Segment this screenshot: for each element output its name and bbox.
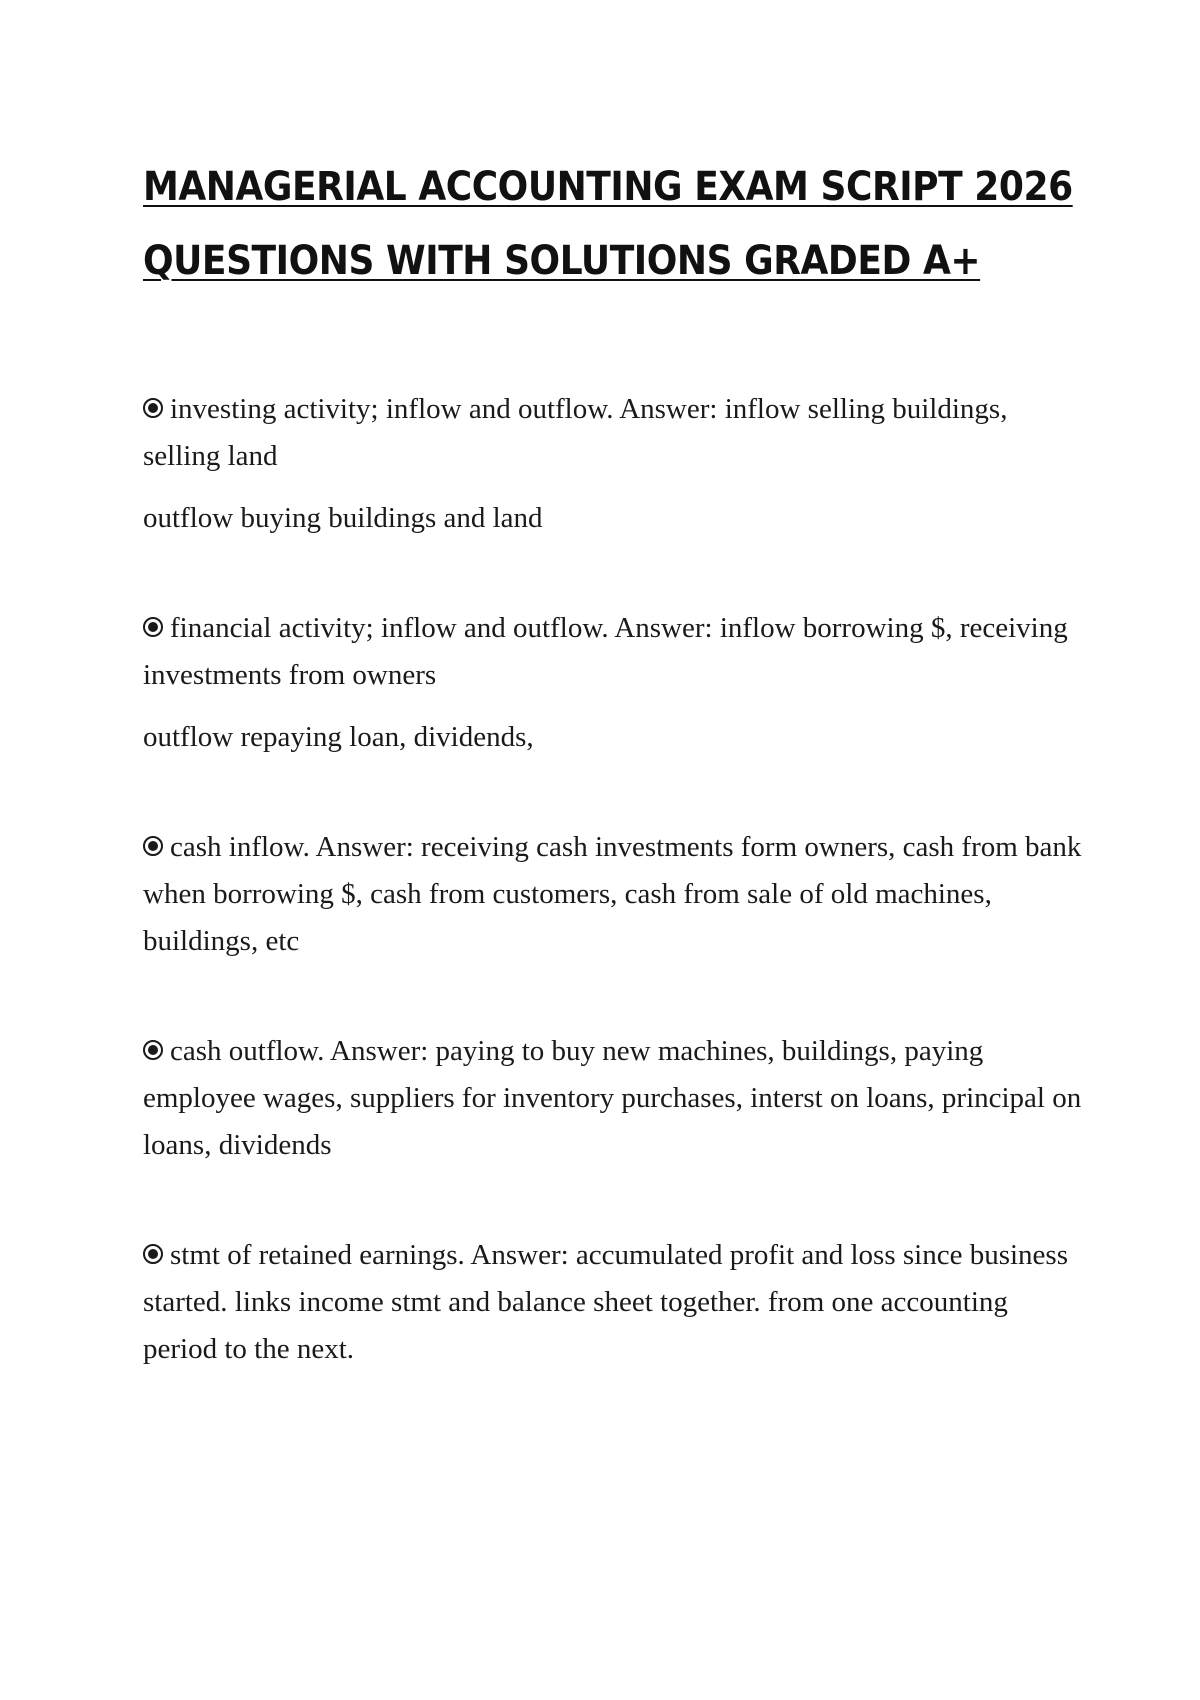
question-text: stmt of retained earnings. — [170, 1239, 465, 1271]
qa-item-investing-activity — [143, 386, 1083, 542]
answer-text: paying to buy new machines, buildings, paying employee wages, suppliers for inventory purchases, interst on loans, principal on loans, dividends — [143, 1035, 1082, 1161]
radio-bullet-icon — [143, 1040, 163, 1060]
answer-text: receiving cash investments form owners, cash from bank when borrowing $, cash from customers, cash from sale of old machines, buildings, etc — [143, 831, 1082, 957]
answer-label: Answer: — [315, 831, 414, 863]
qa-item-financial-activity — [143, 605, 1083, 761]
radio-bullet-icon — [143, 617, 163, 637]
qa-list — [143, 386, 1083, 1373]
answer-continuation: outflow buying buildings and land — [143, 502, 543, 534]
qa-item-cash-inflow — [143, 824, 1083, 965]
radio-bullet-icon — [143, 836, 163, 856]
answer-text: inflow selling buildings, selling land — [143, 393, 1008, 472]
answer-label: Answer: — [619, 393, 718, 425]
question-text: investing activity; inflow and outflow. — [170, 393, 614, 425]
document-title: MANAGERIAL ACCOUNTING EXAM SCRIPT 2026 QUESTIONS WITH SOLUTIONS GRADED A+ — [143, 164, 1073, 284]
question-text: cash inflow. — [170, 831, 310, 863]
document-page — [143, 150, 1083, 1373]
qa-item-cash-outflow — [143, 1028, 1083, 1169]
answer-label: Answer: — [470, 1239, 569, 1271]
radio-bullet-icon — [143, 1244, 163, 1264]
answer-label: Answer: — [330, 1035, 429, 1067]
qa-item-retained-earnings — [143, 1232, 1083, 1373]
question-text: cash outflow. — [170, 1035, 325, 1067]
answer-label: Answer: — [614, 612, 713, 644]
answer-text: accumulated profit and loss since business started. links income stmt and balance sheet together. from one accounting period to the next. — [143, 1239, 1069, 1365]
answer-text: inflow borrowing $, receiving investments from owners — [143, 612, 1068, 691]
question-text: financial activity; inflow and outflow. — [170, 612, 609, 644]
answer-continuation: outflow repaying loan, dividends, — [143, 721, 534, 753]
radio-bullet-icon — [143, 398, 163, 418]
